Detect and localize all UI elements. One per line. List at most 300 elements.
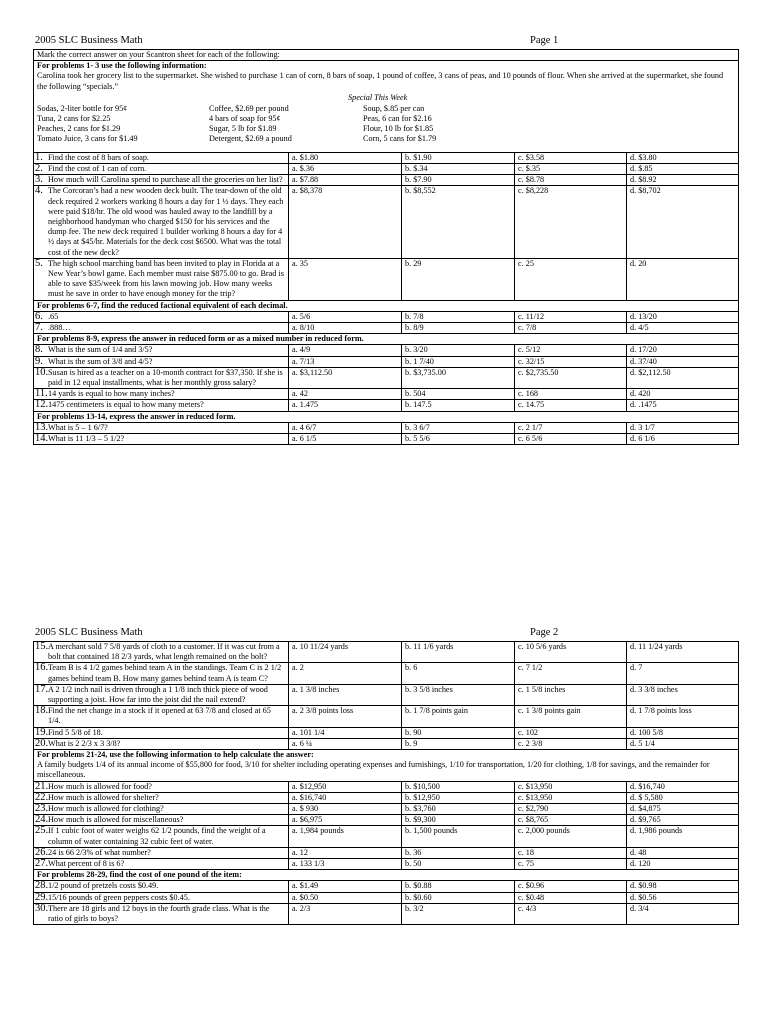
question-number: 16.	[35, 662, 49, 674]
answer-choice-b: b. $3,735.00	[402, 367, 515, 388]
answer-choice-d: d. 5 1/4	[627, 738, 739, 749]
question-body: What is the sum of 3/8 and 4/5?	[48, 356, 153, 366]
document-title: 2005 SLC Business Math	[35, 35, 143, 46]
question-row	[34, 400, 739, 411]
answer-choice-d: d. $8.92	[627, 175, 739, 186]
answer-choice-d: d. 13/20	[627, 311, 739, 322]
answer-choice-c: c. $8,765	[515, 815, 627, 826]
page-number: Page 1	[530, 35, 559, 46]
question-text	[35, 186, 285, 257]
answer-choice-d: d. 100 5/8	[627, 727, 739, 738]
question-text	[35, 685, 285, 705]
section-header-row	[34, 750, 739, 782]
question-body: The Corcoran’s had a new wooden deck built. The tear-down of the old deck required 2 workers working 8 hours a day for 1 ½ days. They each were paid $18/hr. The old wood was hauled away to the landfill by a neighborhood handyman who charged $150 for his services and the dump fee. The new deck required 1 builder working 8 hours a day for 4 ½ days at $45/hr. Materials for the deck cost $6500. What was the total cost of the new deck?	[48, 186, 284, 257]
question-row	[34, 738, 739, 749]
answer-choice-b: b. $0.60	[402, 892, 515, 903]
question-text	[35, 804, 285, 814]
answer-choice-c: c. 4/3	[515, 903, 627, 924]
question-number: 21.	[35, 780, 49, 792]
answer-choice-b: b. $.34	[402, 164, 515, 175]
answer-choice-a: a. 1 3/8 inches	[289, 684, 402, 705]
question-row	[34, 684, 739, 705]
question-row	[34, 389, 739, 400]
info-header: For problems 1- 3 use the following information:	[37, 61, 207, 71]
answer-choice-a: a. $1.49	[289, 881, 402, 892]
answer-choice-c: c. $13,950	[515, 781, 627, 792]
question-body: How much will Carolina spend to purchase all the groceries on her list?	[48, 175, 283, 185]
answer-choice-a: a. 35	[289, 258, 402, 300]
question-row	[34, 781, 739, 792]
answer-choice-c: c. $2,790	[515, 804, 627, 815]
question-body: .65	[48, 311, 59, 321]
section-header-row	[34, 334, 739, 345]
question-cell	[34, 422, 289, 433]
answer-choice-b: b. 11 1/6 yards	[402, 642, 515, 663]
answer-choice-d: d. 20	[627, 258, 739, 300]
answer-choice-d: d. 3 1/7	[627, 422, 739, 433]
special-item: Tomato Juice, 3 cans for $1.49	[37, 134, 138, 144]
question-number: 6.	[35, 310, 43, 322]
answer-choice-b: b. $12,950	[402, 792, 515, 803]
question-body: 14 yards is equal to how many inches?	[48, 389, 175, 399]
answer-choice-a: a. $0.50	[289, 892, 402, 903]
question-cell	[34, 706, 289, 727]
page-1	[33, 35, 738, 445]
question-row	[34, 826, 739, 847]
answer-choice-b: b. 3/20	[402, 345, 515, 356]
special-item: Corn, 5 cans for $1.79	[363, 134, 437, 144]
section-header-cell	[34, 300, 739, 311]
question-row	[34, 706, 739, 727]
question-text	[35, 663, 285, 683]
question-text	[35, 642, 285, 662]
answer-choice-a: a. $7.88	[289, 175, 402, 186]
answer-choice-d: d. 4/5	[627, 323, 739, 334]
question-cell	[34, 847, 289, 858]
answer-choice-a: a. 6 ¼	[289, 738, 402, 749]
answer-choice-a: a. 4 6/7	[289, 422, 402, 433]
question-row	[34, 434, 739, 445]
special-item: Coffee, $2.69 per pound	[209, 103, 289, 113]
question-body: What is 5 – 1 6/7?	[48, 422, 108, 432]
question-text	[35, 434, 285, 444]
section-header-row	[34, 411, 739, 422]
answer-choice-d: d. .1475	[627, 400, 739, 411]
question-row	[34, 258, 739, 300]
section-header-cell	[34, 870, 739, 881]
question-body: The high school marching band has been invited to play in Florida at a New Year’s bowl game. Each member must raise $875.00 to go. Brad is able to save $35/week from his lawn mowing job. How many weeks must he save in order to have enough money for the trip?	[48, 258, 284, 299]
answer-choice-a: a. 1,984 pounds	[289, 826, 402, 847]
answer-choice-d: d. $8,702	[627, 186, 739, 258]
question-number: 1.	[35, 151, 43, 163]
question-body: What is 2 2/3 x 3 3/8?	[48, 738, 121, 748]
specials-col-1	[37, 104, 138, 145]
answer-choice-a: a. 10 11/24 yards	[289, 642, 402, 663]
question-number: 25.	[35, 825, 49, 837]
question-text	[35, 153, 285, 163]
answer-choice-d: d. $0.98	[627, 881, 739, 892]
question-row	[34, 367, 739, 388]
question-cell	[34, 367, 289, 388]
answer-choice-d: d. $0.56	[627, 892, 739, 903]
info-block	[34, 61, 739, 153]
document-title: 2005 SLC Business Math	[35, 627, 143, 638]
answer-choice-b: b. 3 5/8 inches	[402, 684, 515, 705]
question-body: Find the cost of 1 can of corn.	[48, 164, 147, 174]
question-number: 26.	[35, 846, 49, 858]
question-cell	[34, 804, 289, 815]
question-body: What is 11 1/3 – 5 1/2?	[48, 434, 125, 444]
answer-choice-c: c. 2,000 pounds	[515, 826, 627, 847]
answer-choice-d: d. $16,740	[627, 781, 739, 792]
question-text	[35, 164, 285, 174]
special-item: Tuna, 2 cans for $2.25	[37, 114, 111, 124]
section-header: For problems 13-14, express the answer in reduced form.	[37, 411, 236, 421]
question-cell	[34, 434, 289, 445]
section-header-cell	[34, 750, 739, 782]
question-row	[34, 345, 739, 356]
question-number: 15.	[35, 641, 49, 652]
answer-choice-d: d. 1 7/8 points loss	[627, 706, 739, 727]
question-body: Find the cost of 8 bars of soap.	[48, 152, 149, 162]
question-text	[35, 312, 285, 322]
question-row	[34, 175, 739, 186]
question-row	[34, 356, 739, 367]
answer-choice-d: d. 3/4	[627, 903, 739, 924]
question-text	[35, 782, 285, 792]
answer-choice-a: a. 2/3	[289, 903, 402, 924]
question-body: What percent of 8 is 6?	[48, 859, 125, 869]
question-number: 28.	[35, 880, 49, 892]
question-cell	[34, 389, 289, 400]
answer-choice-c: c. 10 5/6 yards	[515, 642, 627, 663]
question-row	[34, 164, 739, 175]
question-body: What is the sum of 1/4 and 3/5?	[48, 345, 153, 355]
section-header-row	[34, 870, 739, 881]
question-cell	[34, 356, 289, 367]
answer-choice-c: c. 6 5/6	[515, 434, 627, 445]
question-table	[33, 641, 739, 925]
question-number: 8.	[35, 344, 43, 356]
question-text	[35, 848, 285, 858]
answer-choice-a: a. $.36	[289, 164, 402, 175]
question-number: 29.	[35, 891, 49, 903]
question-row	[34, 642, 739, 663]
question-row	[34, 727, 739, 738]
question-row	[34, 859, 739, 870]
special-item: Sodas, 2-liter bottle for 95¢	[37, 103, 128, 113]
section-header: For problems 21-24, use the following information to help calculate the answer:	[37, 750, 314, 760]
question-number: 12.	[35, 399, 49, 411]
question-row	[34, 847, 739, 858]
answer-choice-b: b. 1 7/8 points gain	[402, 706, 515, 727]
question-text	[35, 859, 285, 869]
section-header-row	[34, 300, 739, 311]
section-header: For problems 8-9, express the answer in reduced form or as a mixed number in reduced form.	[37, 334, 364, 344]
question-cell	[34, 684, 289, 705]
question-number: 4.	[35, 185, 43, 197]
question-cell	[34, 792, 289, 803]
answer-choice-a: a. 7/13	[289, 356, 402, 367]
question-text	[35, 904, 285, 924]
question-cell	[34, 164, 289, 175]
answer-choice-a: a. 1.475	[289, 400, 402, 411]
question-number: 27.	[35, 858, 49, 870]
section-header-cell	[34, 334, 739, 345]
answer-choice-c: c. 32/15	[515, 356, 627, 367]
answer-choice-b: b. $10,500	[402, 781, 515, 792]
question-body: A merchant sold 7 5/8 yards of cloth to a customer. If it was cut from a bolt that contained 18 2/3 yards, what length remained on the bolt?	[48, 642, 280, 662]
question-number: 11.	[35, 388, 48, 400]
instructions: Mark the correct answer on your Scantron sheet for each of the following:	[34, 50, 739, 61]
question-row	[34, 152, 739, 163]
question-body: How much is allowed for food?	[48, 781, 152, 791]
specials-list	[37, 92, 735, 152]
special-item: Sugar, 5 lb for $1.89	[209, 124, 277, 134]
answer-choice-d: d. $ 5,580	[627, 792, 739, 803]
question-body: There are 18 girls and 12 boys in the fourth grade class. What is the ratio of girls to boys?	[48, 903, 270, 924]
question-body: If 1 cubic foot of water weighs 62 1/2 pounds, find the weight of a column of water containing 32 cubic feet of water.	[48, 826, 266, 846]
question-cell	[34, 258, 289, 300]
question-text	[35, 826, 285, 846]
specials-title: Special This Week	[348, 92, 408, 102]
answer-choice-d: d. 120	[627, 859, 739, 870]
question-number: 3.	[35, 174, 43, 186]
answer-choice-d: d. $3.80	[627, 152, 739, 163]
answer-choice-b: b. 50	[402, 859, 515, 870]
question-cell	[34, 186, 289, 258]
answer-choice-c: c. 168	[515, 389, 627, 400]
question-cell	[34, 663, 289, 684]
question-body: How much is allowed for miscellaneous?	[48, 815, 184, 825]
question-text	[35, 259, 285, 300]
answer-choice-a: a. 6 1/5	[289, 434, 402, 445]
question-number: 2.	[35, 163, 43, 175]
question-number: 30.	[35, 902, 49, 914]
question-text	[35, 893, 285, 903]
answer-choice-a: a. 133 1/3	[289, 859, 402, 870]
question-text	[35, 389, 285, 399]
question-cell	[34, 881, 289, 892]
question-text	[35, 815, 285, 825]
answer-choice-b: b. $0.88	[402, 881, 515, 892]
answer-choice-a: a. $16,740	[289, 792, 402, 803]
answer-choice-a: a. 42	[289, 389, 402, 400]
answer-choice-b: b. 1,500 pounds	[402, 826, 515, 847]
question-cell	[34, 892, 289, 903]
answer-choice-c: c. 11/12	[515, 311, 627, 322]
question-number: 13.	[35, 421, 49, 433]
answer-choice-b: b. 504	[402, 389, 515, 400]
answer-choice-c: c. 18	[515, 847, 627, 858]
answer-choice-c: c. $3.58	[515, 152, 627, 163]
answer-choice-a: a. $8,378	[289, 186, 402, 258]
answer-choice-a: a. 4/9	[289, 345, 402, 356]
answer-choice-a: a. 2	[289, 663, 402, 684]
question-cell	[34, 323, 289, 334]
answer-choice-b: b. $9,300	[402, 815, 515, 826]
answer-choice-b: b. $3,760	[402, 804, 515, 815]
question-number: 18.	[35, 705, 49, 717]
answer-choice-b: b. 29	[402, 258, 515, 300]
answer-choice-a: a. 101 1/4	[289, 727, 402, 738]
question-text	[35, 175, 285, 185]
answer-choice-d: d. 1,986 pounds	[627, 826, 739, 847]
special-item: Peaches, 2 cans for $1.29	[37, 124, 121, 134]
answer-choice-c: c. 1 3/8 points gain	[515, 706, 627, 727]
question-row	[34, 422, 739, 433]
specials-col-2	[209, 104, 292, 145]
section-header: For problems 6-7, find the reduced factional equivalent of each decimal.	[37, 300, 288, 310]
special-item: Detergent, $2.69 a pound	[209, 134, 292, 144]
answer-choice-a: a. 8/10	[289, 323, 402, 334]
question-cell	[34, 311, 289, 322]
answer-choice-d: d. 11 1/24 yards	[627, 642, 739, 663]
answer-choice-d: d. 7	[627, 663, 739, 684]
question-number: 22.	[35, 791, 49, 803]
answer-choice-c: c. 7 1/2	[515, 663, 627, 684]
question-cell	[34, 400, 289, 411]
question-cell	[34, 738, 289, 749]
answer-choice-d: d. $.85	[627, 164, 739, 175]
question-text	[35, 739, 285, 749]
answer-choice-b: b. 36	[402, 847, 515, 858]
answer-choice-d: d. 3 3/8 inches	[627, 684, 739, 705]
question-row	[34, 815, 739, 826]
answer-choice-c: c. 1 5/8 inches	[515, 684, 627, 705]
question-text	[35, 728, 285, 738]
answer-choice-d: d. $4,875	[627, 804, 739, 815]
info-text: Carolina took her grocery list to the supermarket. She wished to purchase 1 can of corn, 8 bars of soap, 1 pound of coffee, 3 cans of peas, and 10 pounds of flour. When she arrived at the supermarket, she found the following “specials.”	[37, 71, 724, 91]
question-cell	[34, 727, 289, 738]
question-number: 20.	[35, 737, 49, 749]
answer-choice-b: b. 7/8	[402, 311, 515, 322]
question-row	[34, 663, 739, 684]
section-info-text: A family budgets 1/4 of its annual income of $55,800 for food, 3/10 for shelter including operating expenses and furnishings, 1/10 for transportation, 1/20 for clothing, 1/8 for savings, and the remainder for miscellaneous.	[37, 760, 710, 780]
question-table	[33, 49, 739, 445]
question-body: Team B is 4 1/2 games behind team A in the standings. Team C is 2 1/2 games behind team B. How many games behind team A is team C?	[48, 663, 282, 683]
question-row	[34, 323, 739, 334]
question-cell	[34, 903, 289, 924]
question-text	[35, 881, 285, 891]
answer-choice-d: d. $2,112.50	[627, 367, 739, 388]
answer-choice-d: d. 17/20	[627, 345, 739, 356]
question-text	[35, 357, 285, 367]
question-body: 15/16 pounds of green peppers costs $0.45.	[48, 892, 190, 902]
question-row	[34, 903, 739, 924]
section-header: For problems 28-29, find the cost of one pound of the item:	[37, 870, 242, 880]
question-body: A 2 1/2 inch nail is driven through a 1 1/8 inch thick piece of wood supporting a joist. How far into the joist did the nail extend?	[48, 684, 268, 705]
answer-choice-c: c. 2 3/8	[515, 738, 627, 749]
question-cell	[34, 345, 289, 356]
question-body: 24 is 66 2/3% of what number?	[48, 847, 151, 857]
question-text	[35, 323, 285, 333]
answer-choice-c: c. $.35	[515, 164, 627, 175]
answer-choice-d: d. $9,765	[627, 815, 739, 826]
question-number: 10.	[35, 366, 49, 378]
answer-choice-c: c. 14.75	[515, 400, 627, 411]
question-text	[35, 706, 285, 726]
answer-choice-b: b. 90	[402, 727, 515, 738]
section-header-cell	[34, 411, 739, 422]
answer-choice-b: b. 8/9	[402, 323, 515, 334]
question-number: 5.	[35, 257, 43, 269]
answer-choice-a: a. $3,112.50	[289, 367, 402, 388]
answer-choice-a: a. 12	[289, 847, 402, 858]
answer-choice-b: b. $7.90	[402, 175, 515, 186]
answer-choice-c: c. $2,735.50	[515, 367, 627, 388]
question-cell	[34, 826, 289, 847]
answer-choice-c: c. 7/8	[515, 323, 627, 334]
answer-choice-c: c. 102	[515, 727, 627, 738]
question-body: .888…	[48, 323, 71, 333]
question-cell	[34, 152, 289, 163]
question-cell	[34, 859, 289, 870]
question-row	[34, 186, 739, 258]
page-header	[33, 627, 738, 641]
question-number: 24.	[35, 814, 49, 826]
question-text	[35, 423, 285, 433]
question-body: Find the net change in a stock if it opened at 63 7/8 and closed at 65 1/4.	[48, 706, 271, 726]
answer-choice-a: a. $ 930	[289, 804, 402, 815]
answer-choice-c: c. 5/12	[515, 345, 627, 356]
answer-choice-d: d. 6 1/6	[627, 434, 739, 445]
question-body: Find 5 5/8 of 18.	[48, 727, 103, 737]
answer-choice-b: b. 3 6/7	[402, 422, 515, 433]
answer-choice-b: b. $1.90	[402, 152, 515, 163]
question-body: Susan is hired as a teacher on a 10-month contract for $37,350. If she is paid in 12 equal installments, what is her monthly gross salary?	[48, 367, 283, 388]
question-cell	[34, 175, 289, 186]
special-item: Peas, 6 can for $2.16	[363, 114, 432, 124]
answer-choice-a: a. $12,950	[289, 781, 402, 792]
special-item: Soup, $.85 per can	[363, 103, 425, 113]
answer-choice-c: c. $8.78	[515, 175, 627, 186]
question-number: 14.	[35, 433, 49, 445]
question-body: How much is allowed for shelter?	[48, 792, 159, 802]
answer-choice-b: b. 3/2	[402, 903, 515, 924]
answer-choice-b: b. 147.5	[402, 400, 515, 411]
question-body: How much is allowed for clothing?	[48, 804, 164, 814]
answer-choice-a: a. $1.80	[289, 152, 402, 163]
question-text	[35, 345, 285, 355]
answer-choice-b: b. 5 5/6	[402, 434, 515, 445]
question-row	[34, 792, 739, 803]
special-item: 4 bars of soap for 95¢	[209, 114, 281, 124]
question-cell	[34, 781, 289, 792]
question-number: 9.	[35, 355, 43, 367]
answer-choice-b: b. 9	[402, 738, 515, 749]
answer-choice-d: d. 37/40	[627, 356, 739, 367]
question-text	[35, 400, 285, 410]
question-row	[34, 892, 739, 903]
question-row	[34, 311, 739, 322]
question-text	[35, 793, 285, 803]
question-cell	[34, 642, 289, 663]
question-text	[35, 368, 285, 388]
answer-choice-c: c. 2 1/7	[515, 422, 627, 433]
answer-choice-a: a. $6,975	[289, 815, 402, 826]
question-row	[34, 881, 739, 892]
answer-choice-b: b. 1 7/40	[402, 356, 515, 367]
answer-choice-a: a. 5/6	[289, 311, 402, 322]
answer-choice-d: d. 420	[627, 389, 739, 400]
page-2	[33, 627, 738, 925]
question-body: 1/2 pound of pretzels costs $0.49.	[48, 881, 159, 891]
answer-choice-c: c. $8,228	[515, 186, 627, 258]
question-cell	[34, 815, 289, 826]
answer-choice-c: c. $13,950	[515, 792, 627, 803]
question-number: 17.	[35, 683, 49, 695]
